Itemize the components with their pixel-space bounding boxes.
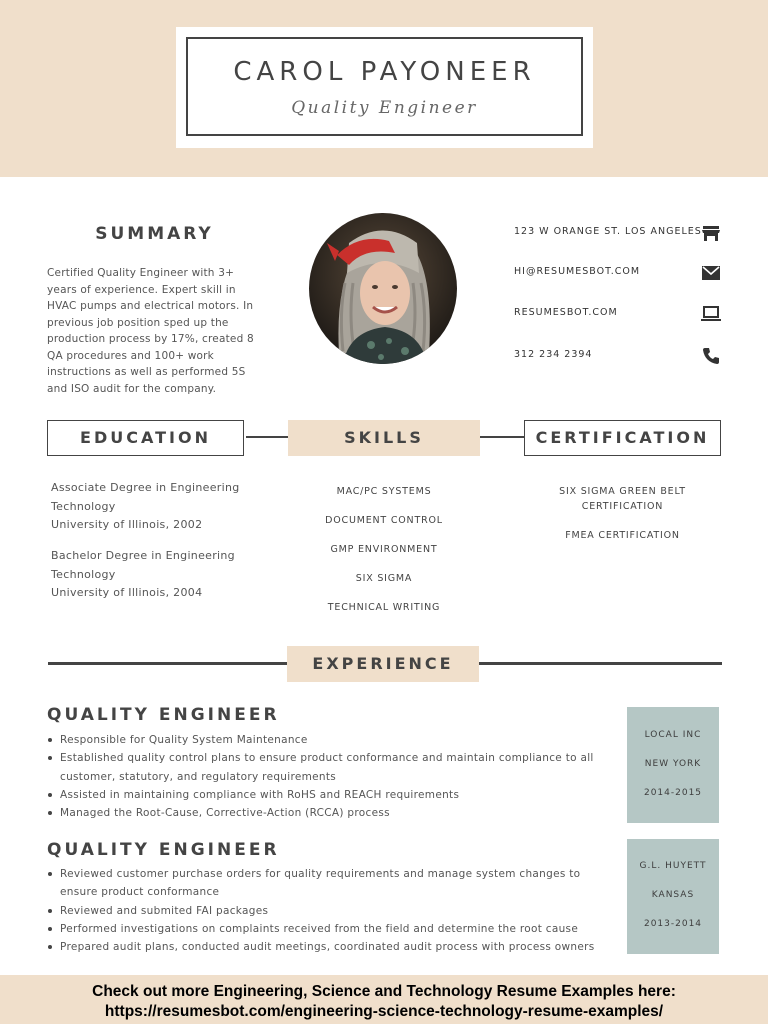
education-heading: EDUCATION [47,420,244,456]
education-degree: Bachelor Degree in Engineering [51,549,235,562]
summary-line: HVAC pumps and electrical motors. In [47,300,254,312]
profile-photo-illustration [309,213,457,364]
divider-line [479,662,722,665]
footer-banner [0,975,768,1024]
name-frame [186,37,583,136]
summary-line: previous job position sped up the [47,316,229,329]
job-bullet: Assisted in maintaining compliance with RoHS and REACH requirements [47,786,607,804]
contact-address: 123 W ORANGE ST. LOS ANGELES [514,226,702,237]
job-bullet: Reviewed and submited FAI packages [47,902,607,920]
envelope-icon [701,263,721,283]
contact-website[interactable]: RESUMESBOT.COM [514,307,618,318]
summary-line: Certified Quality Engineer with 3+ [47,267,235,279]
store-icon [701,223,721,243]
skill-item: SIX SIGMA [355,573,413,584]
skills-heading: SKILLS [288,420,480,456]
contact-phone[interactable]: 312 234 2394 [514,349,593,360]
summary-line: and ISO audit for the company. [47,382,217,395]
job-company: G.L. HUYETT [639,861,707,871]
job-location: KANSAS [651,890,695,900]
job-dates: 2013-2014 [643,919,703,929]
summary-line: production process by 17%, created 8 [47,333,254,345]
summary-text [47,265,262,397]
job-details-box [627,707,719,823]
certification-heading: CERTIFICATION [524,420,721,456]
candidate-name: CAROL PAYONEER [233,57,536,87]
summary-line: QA procedures and 100+ work [47,349,214,362]
experience-heading: EXPERIENCE [287,646,479,682]
certification-item: FMEA CERTIFICATION [565,530,680,541]
connector-line [246,436,288,438]
education-school: University of Illinois, 2002 [51,518,203,531]
profile-photo [309,213,457,364]
job-bullet: Performed investigations on complaints received from the field and determine the root cause [47,920,607,938]
job-bullet: Prepared audit plans, conducted audit meetings, coordinated audit process with process owners [47,938,607,956]
education-degree-cont: Technology [51,567,116,581]
skill-item: MAC/PC SYSTEMS [336,486,432,497]
job-bullet: Managed the Root-Cause, Corrective-Action (RCCA) process [47,804,607,822]
skill-item: TECHNICAL WRITING [327,602,441,613]
job-bullets [47,731,607,822]
connector-line [480,436,524,438]
job-dates: 2014-2015 [643,788,703,798]
job-bullets [47,865,607,956]
job-title: QUALITY ENGINEER [47,705,280,725]
education-school: University of Illinois, 2004 [51,586,203,599]
summary-heading: SUMMARY [95,224,214,244]
job-bullet: Responsible for Quality System Maintenance [47,731,607,749]
candidate-role: Quality Engineer [291,98,478,118]
footer-text: Check out more Engineering, Science and Technology Resume Examples here: [92,983,676,1000]
certification-item: SIX SIGMA GREEN BELT CERTIFICATION [559,486,686,512]
job-title: QUALITY ENGINEER [47,840,280,860]
education-degree: Associate Degree in Engineering [51,481,240,494]
job-location: NEW YORK [644,759,702,769]
education-degree-cont: Technology [51,499,116,513]
footer-link[interactable]: https://resumesbot.com/engineering-science-technology-resume-examples/ [104,1003,664,1020]
contact-email[interactable]: HI@RESUMESBOT.COM [514,266,641,277]
education-entry [51,479,251,535]
name-card [176,27,593,148]
summary-line: years of experience. Expert skill in [47,283,236,296]
summary-line: instructions as well as performed 5S [47,366,246,378]
job-details-box [627,839,719,954]
education-entry [51,547,251,603]
skill-item: GMP ENVIRONMENT [330,544,438,555]
phone-icon [701,346,721,366]
divider-line [48,662,288,665]
job-bullet: Reviewed customer purchase orders for quality requirements and manage system changes to ensure product conformance [47,865,607,902]
laptop-icon [701,304,721,324]
job-company: LOCAL INC [644,730,702,740]
skill-item: DOCUMENT CONTROL [325,515,443,526]
job-bullet: Established quality control plans to ensure product conformance and maintain compliance to all customer, statutory, and regulatory requirements [47,749,607,786]
